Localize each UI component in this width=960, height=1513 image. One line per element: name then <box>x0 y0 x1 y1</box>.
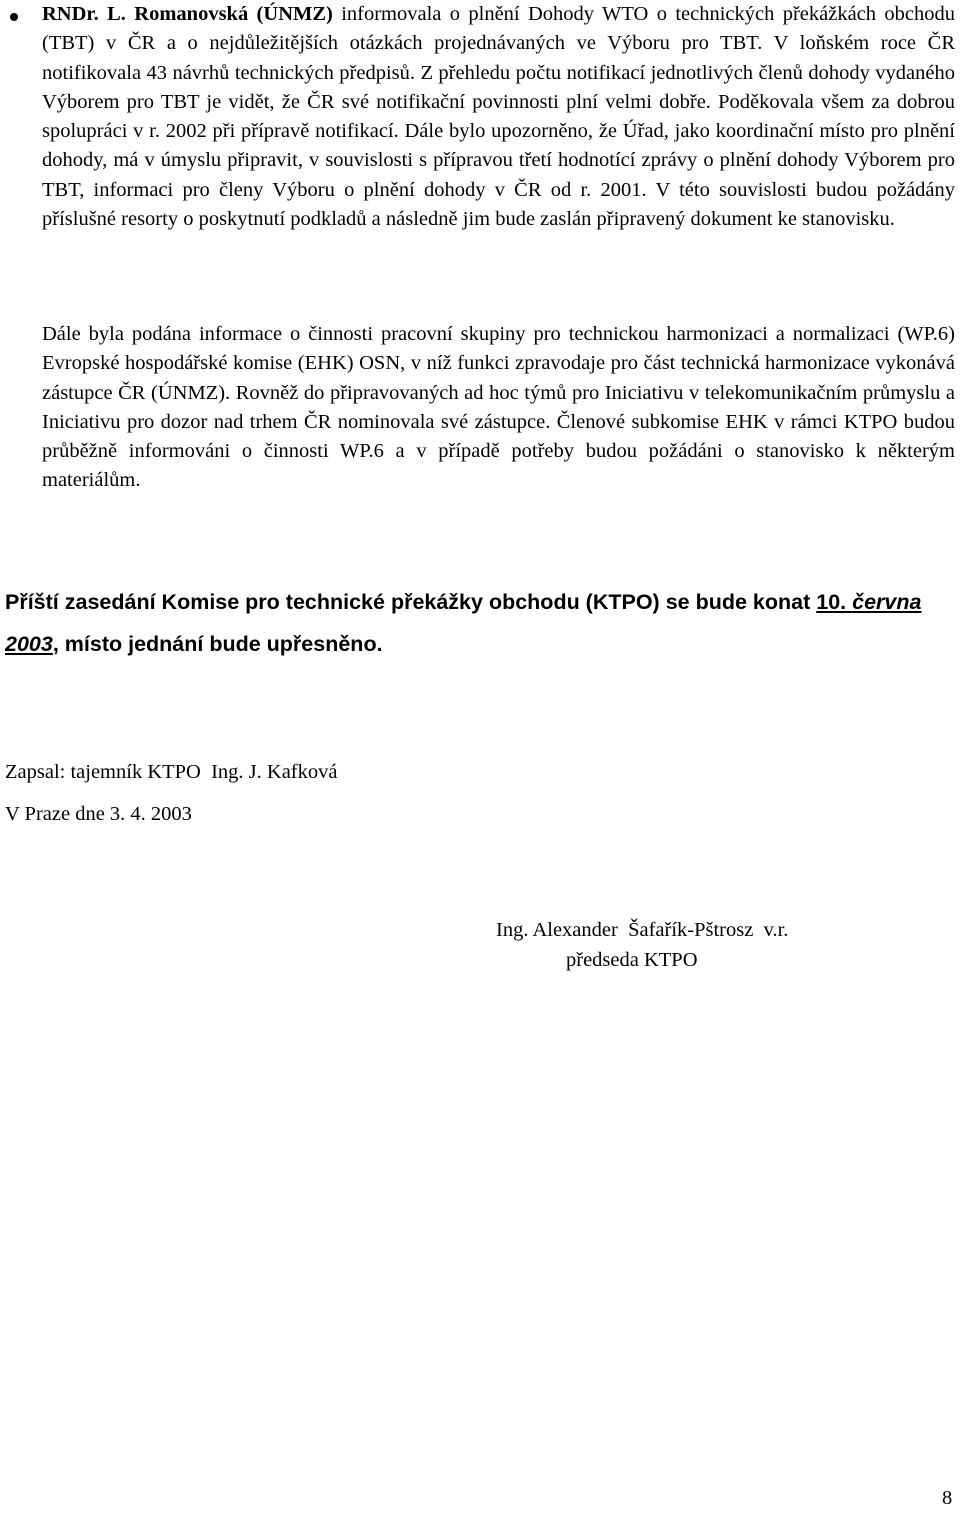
bullet-paragraph-text: informovala o plnění Dohody WTO o technických překážkách obchodu (TBT) v ČR a o nejdůležitějších otázkách projednávaných ve Výboru pro TBT. V loňském roce ČR notifikovala 43 návrhů technických předpisů. Z přehledu počtu notifikací jednotlivých členů dohody vydaného Výborem pro TBT je vidět, že ČR své notifikační povinnosti plní velmi dobře. Poděkovala všem za dobrou spolupráci v r. 2002 při přípravě notifikací. Dále bylo upozorněno, že Úřad, jako koordinační místo pro plnění dohody, má v úmyslu připravit, v souvislosti s přípravou třetí hodnotící zprávy o plnění dohody Výborem pro TBT, informaci pro členy Výboru o plnění dohody v ČR od r. 2001. V této souvislosti budou požádány příslušné resorty o poskytnutí podkladů a následně jim bude zaslán připravený dokument ke stanovisku. <box>42 3 955 231</box>
place-date: V Praze dne 3. 4. 2003 <box>5 803 192 825</box>
bullet-icon <box>10 13 18 21</box>
signature-name: Ing. Alexander Šafařík-Pštrosz v.r. <box>496 919 789 941</box>
signature-title: předseda KTPO <box>566 949 698 971</box>
speaker-lead: RNDr. L. Romanovská (ÚNMZ) <box>42 3 333 25</box>
next-meeting-intro: Příští zasedání Komise pro technické překážky obchodu (KTPO) se bude konat <box>5 590 817 614</box>
next-meeting-day: 10. <box>816 590 847 614</box>
next-meeting-outro: , místo jednání bude upřesněno. <box>52 632 383 656</box>
recorded-by: Zapsal: tajemník KTPO Ing. J. Kafková <box>5 761 338 783</box>
page-number: 8 <box>942 1487 953 1509</box>
wp6-paragraph: Dále byla podána informace o činnosti pracovní skupiny pro technickou harmonizaci a normalizaci (WP.6) Evropské hospodářské komise (EHK) OSN, v níž funkci zpravodaje pro část technická harmonizace vykonává zástupce ČR (ÚNMZ). Rovněž do připravovaných ad hoc týmů pro Iniciativu v telekomunikačním průmyslu a Iniciativu pro dozor nad trhem ČR nominovala své zástupce. Členové subkomise EHK v rámci KTPO budou průběžně informováni o činnosti WP.6 a v případě potřeby budou požádáni o stanovisko k některým materiálům. <box>42 323 955 492</box>
bullet-paragraph <box>42 0 955 234</box>
next-meeting-month-year: června 2003 <box>5 590 922 656</box>
next-meeting-notice <box>5 581 960 665</box>
